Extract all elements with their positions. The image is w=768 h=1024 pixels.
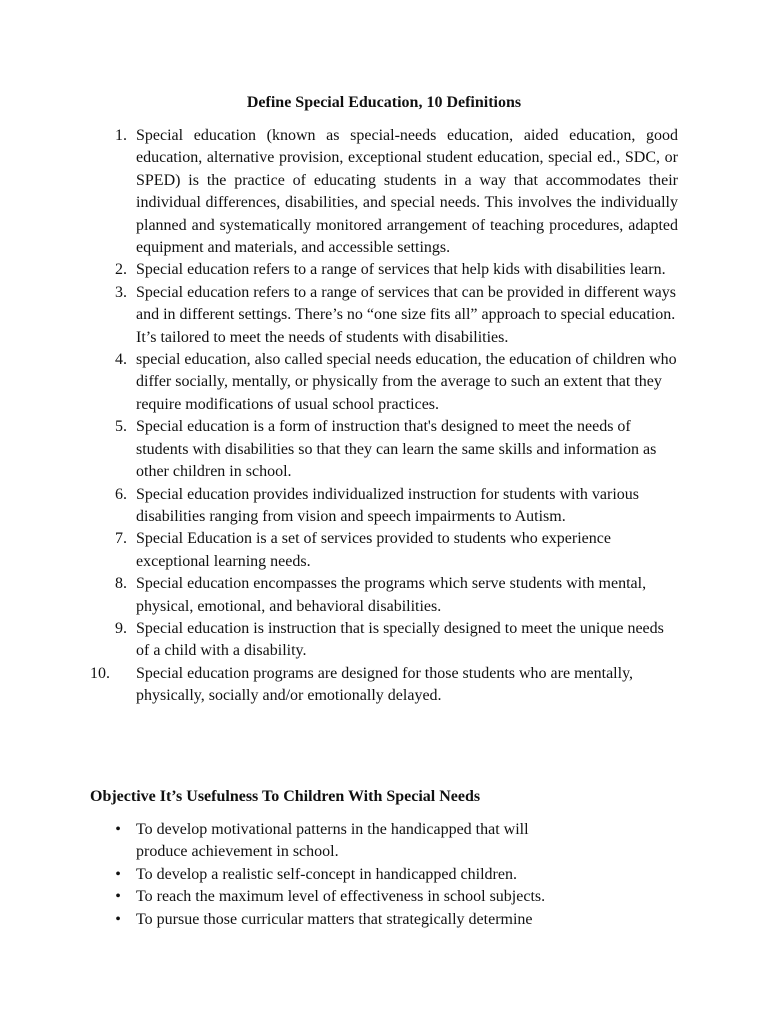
list-number: 8. xyxy=(115,575,127,593)
list-item xyxy=(90,259,678,281)
bullet-icon: • xyxy=(115,821,121,838)
list-item-text: Special Education is a set of services provided to students who experience exceptional learning needs. xyxy=(136,530,611,570)
list-item xyxy=(90,349,678,416)
list-item xyxy=(90,484,678,529)
list-item xyxy=(90,886,678,908)
list-item xyxy=(90,864,678,886)
bullet-icon: • xyxy=(115,910,121,928)
list-item-text: Special education provides individualized instruction for students with various disabilities ranging from vision and speech impairments to Autism. xyxy=(136,485,640,525)
bullet-icon: • xyxy=(115,865,121,883)
definitions-list xyxy=(90,125,678,708)
list-number: 2. xyxy=(115,261,127,279)
list-item-text: Special education encompasses the programs which serve students with mental, physical, emotional, and behavioral disabilities. xyxy=(136,575,647,615)
list-item-text: Special education refers to a range of services that can be provided in different ways and in different settings. There’s no “one size fits all” approach to special education. It’s tailored to meet the needs of students with disabilities. xyxy=(136,283,676,346)
list-item-text: To pursue those curricular matters that strategically determine xyxy=(136,910,533,928)
list-item-text: Special education programs are designed for those students who are mentally, physically, socially and/or emotionally delayed. xyxy=(136,664,634,705)
list-number: 1. xyxy=(115,127,127,144)
list-number: 6. xyxy=(115,485,127,503)
list-number: 9. xyxy=(115,619,127,637)
list-number: 10. xyxy=(90,664,110,682)
list-item xyxy=(90,528,678,573)
bullet-icon: • xyxy=(115,888,121,906)
list-item-text: Special education is instruction that is specially designed to meet the unique needs of a child with a disability. xyxy=(136,619,664,660)
objectives-list xyxy=(90,819,678,931)
list-item-text: Special education is a form of instruction that's designed to meet the needs of students with disabilities so that they can learn the same skills and information as other children in school. xyxy=(136,418,657,481)
list-item-text: To reach the maximum level of effectiveness in school subjects. xyxy=(136,888,546,906)
list-item xyxy=(90,416,678,483)
list-number: 3. xyxy=(115,283,127,301)
list-item-text: To develop motivational patterns in the handicapped that will produce achievement in school. xyxy=(136,821,529,861)
list-number: 7. xyxy=(115,530,127,548)
list-item xyxy=(90,819,678,864)
list-item-text: Special education (known as special-needs education, aided education, good education, alternative provision, exceptional student education, special ed., SDC, or SPED) is the practice of educating students in a way that accommodates their individual differences, disabilities, and special needs. This involves the individually planned and systematically monitored arrangement of teaching procedures, adapted equipment and materials, and accessible settings. xyxy=(136,127,678,257)
page-title: Define Special Education, 10 Definitions xyxy=(246,94,522,111)
list-item xyxy=(90,618,678,663)
list-item xyxy=(90,573,678,618)
list-item xyxy=(90,125,678,259)
list-item xyxy=(90,663,678,708)
list-item-text: To develop a realistic self-concept in handicapped children. xyxy=(136,865,517,883)
list-number: 5. xyxy=(115,418,127,436)
list-item-text: special education, also called special needs education, the education of children who differ socially, mentally, or physically from the average to such an extent that they require modifications of usual school practices. xyxy=(136,351,677,413)
list-number: 4. xyxy=(115,351,127,369)
list-item xyxy=(90,282,678,349)
section-heading: Objective It’s Usefulness To Children With Special Needs xyxy=(90,788,481,805)
list-item-text: Special education refers to a range of services that help kids with disabilities learn. xyxy=(136,261,666,279)
list-item xyxy=(90,909,678,931)
